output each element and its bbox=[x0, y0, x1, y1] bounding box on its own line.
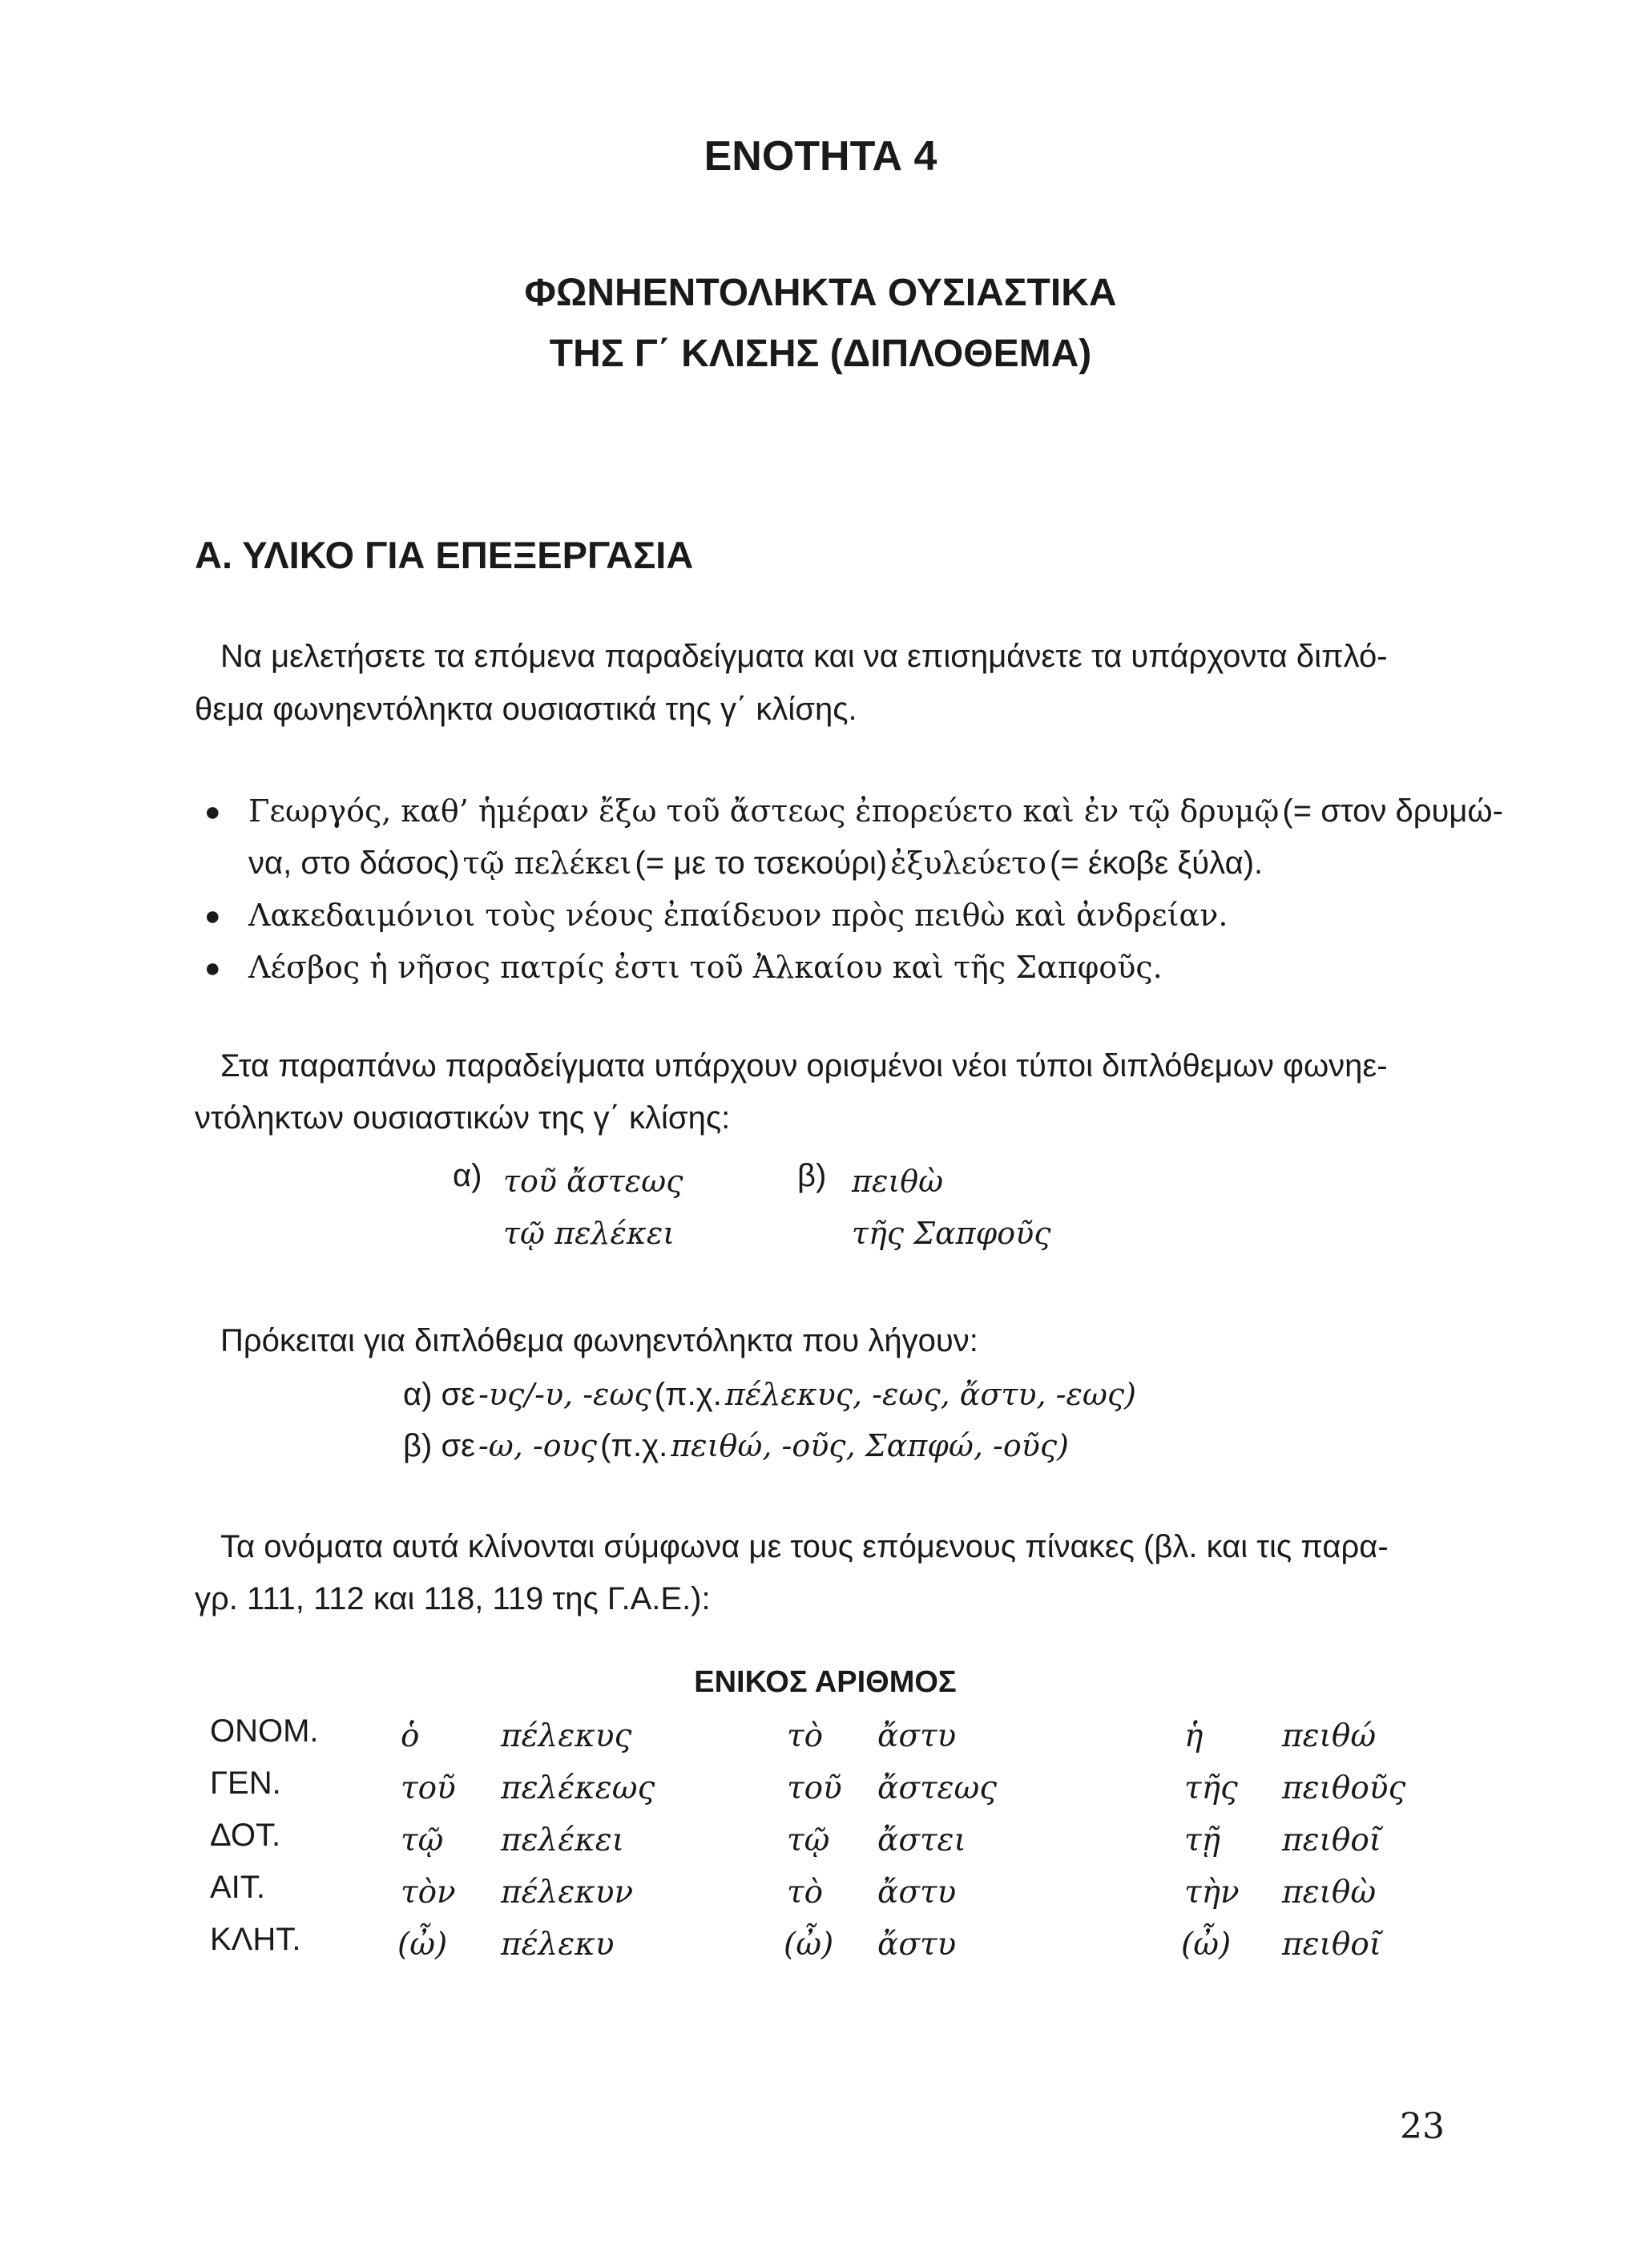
article-cell: τῇ bbox=[1184, 1822, 1220, 1858]
para3-line-1: Πρόκειται για διπλόθεμα φωνηεντόληκτα που λήγουν: bbox=[220, 1323, 978, 1358]
item-open: (π.χ. bbox=[654, 1377, 722, 1412]
case-label: ΓΕΝ. bbox=[210, 1766, 281, 1801]
article-cell: τὸ bbox=[787, 1718, 824, 1754]
item-prefix: α) σε bbox=[403, 1377, 476, 1412]
article-cell: ὁ bbox=[401, 1718, 420, 1754]
greek-text: Γεωργός, καθ’ ἡμέραν ἔξω τοῦ ἄστεως ἐπορεύετο καὶ ἐν τῷ δρυμῷ bbox=[248, 793, 1280, 829]
noun-cell: ἄστυ bbox=[877, 1875, 957, 1911]
gloss-text: (= στον δρυμώ- bbox=[1282, 793, 1503, 829]
noun-cell: πειθοῦς bbox=[1282, 1770, 1406, 1806]
article-cell: τῷ bbox=[401, 1822, 444, 1858]
gloss-text: (= έκοβε ξύλα). bbox=[1050, 845, 1264, 881]
noun-cell: πέλεκυς bbox=[501, 1718, 632, 1754]
bullet-3: Λέσβος ἡ νῆσος πατρίς ἐστι τοῦ Ἀλκαίου καὶ τῆς Σαπφοῦς. bbox=[248, 950, 1163, 985]
para4-line-1: Τα ονόματα αυτά κλίνονται σύμφωνα με τους επόμενους πίνακες (βλ. και τις παρα- bbox=[220, 1529, 1389, 1564]
noun-cell: πέλεκυ bbox=[501, 1927, 615, 1963]
article-cell: τὴν bbox=[1184, 1875, 1240, 1911]
article-cell: τῆς bbox=[1184, 1770, 1238, 1806]
noun-cell: πειθοῖ bbox=[1282, 1927, 1382, 1963]
article-cell: τῷ bbox=[787, 1822, 830, 1858]
noun-cell: πειθώ bbox=[1282, 1718, 1377, 1754]
para4-line-2: γρ. 111, 112 και 118, 119 της Γ.Α.Ε.): bbox=[195, 1581, 711, 1616]
page-number: 23 bbox=[1400, 2106, 1445, 2147]
greek-text: τῷ πελέκει bbox=[462, 845, 632, 881]
chapter-title-line1: ΦΩΝΗΕΝΤΟΛΗΚΤΑ ΟΥΣΙΑΣΤΙΚΑ bbox=[524, 272, 1117, 314]
para3-item-a bbox=[403, 1377, 1136, 1413]
bullet-2: Λακεδαιμόνιοι τοὺς νέους ἐπαίδευον πρὸς πειθὼ καὶ ἀνδρείαν. bbox=[248, 898, 1228, 933]
noun-cell: πελέκεως bbox=[501, 1770, 655, 1806]
article-cell: τοῦ bbox=[401, 1770, 456, 1806]
gloss-text: να, στο δάσος) bbox=[248, 845, 460, 881]
example-a-2: τῷ πελέκει bbox=[503, 1216, 675, 1251]
article-cell: τὸν bbox=[401, 1875, 456, 1911]
article-cell: τοῦ bbox=[787, 1770, 842, 1806]
para2-line-2: ντόληκτων ουσιαστικών της γ΄ κλίσης: bbox=[195, 1100, 731, 1136]
bullet-1-line-1 bbox=[248, 793, 1503, 829]
noun-cell: πειθὼ bbox=[1282, 1875, 1377, 1911]
item-open: (π.χ. bbox=[600, 1428, 668, 1463]
item-examples: πειθώ, -οῦς, Σαπφώ, -οῦς) bbox=[671, 1428, 1069, 1463]
gloss-text: (= με το τσεκούρι) bbox=[635, 845, 888, 881]
intro-line-2: θεμα φωνηεντόληκτα ουσιαστικά της γ΄ κλίσης. bbox=[195, 692, 857, 727]
case-label: ΚΛΗΤ. bbox=[210, 1922, 301, 1957]
table-heading: ΕΝΙΚΟΣ ΑΡΙΘΜΟΣ bbox=[694, 1665, 957, 1699]
article-cell: ἡ bbox=[1184, 1718, 1204, 1754]
article-cell: (ὦ) bbox=[784, 1927, 834, 1963]
example-a-1: τοῦ ἄστεως bbox=[503, 1164, 683, 1199]
greek-text: ἐξυλεύετο bbox=[890, 845, 1047, 881]
noun-cell: πελέκει bbox=[501, 1822, 625, 1858]
item-endings: -υς/-υ, -εως bbox=[478, 1377, 651, 1412]
example-b-1: πειθὼ bbox=[852, 1164, 944, 1199]
noun-cell: ἄστυ bbox=[877, 1927, 957, 1963]
intro-line-1: Να μελετήσετε τα επόμενα παραδείγματα και να επισημάνετε τα υπάρχοντα διπλό- bbox=[220, 639, 1388, 674]
case-label: ΟΝΟΜ. bbox=[210, 1713, 319, 1749]
item-prefix: β) σε bbox=[403, 1428, 475, 1463]
bullet-dot: ● bbox=[204, 901, 221, 931]
case-label: ΔΟΤ. bbox=[210, 1818, 281, 1853]
article-cell: (ὦ) bbox=[1181, 1927, 1232, 1963]
article-cell: τὸ bbox=[787, 1875, 824, 1911]
item-examples: πέλεκυς, -εως, ἄστυ, -εως) bbox=[724, 1377, 1137, 1412]
section-heading: Α. ΥΛΙΚΟ ΓΙΑ ΕΠΕΞΕΡΓΑΣΙΑ bbox=[195, 534, 694, 576]
bullet-dot: ● bbox=[204, 953, 221, 983]
noun-cell: πέλεκυν bbox=[501, 1875, 634, 1911]
bullet-dot: ● bbox=[204, 797, 221, 827]
bullet-1-line-2 bbox=[248, 845, 1263, 882]
noun-cell: ἄστει bbox=[877, 1822, 966, 1858]
case-label: ΑΙΤ. bbox=[210, 1870, 265, 1905]
example-label-a: α) bbox=[453, 1158, 482, 1193]
chapter-title-line2: ΤΗΣ Γ΄ ΚΛΙΣΗΣ (ΔΙΠΛΟΘΕΜΑ) bbox=[549, 333, 1092, 375]
example-label-b: β) bbox=[797, 1158, 827, 1193]
noun-cell: ἄστεως bbox=[877, 1770, 998, 1806]
item-endings: -ω, -ους bbox=[478, 1428, 598, 1463]
noun-cell: ἄστυ bbox=[877, 1718, 957, 1754]
para2-line-1: Στα παραπάνω παραδείγματα υπάρχουν ορισμένοι νέοι τύποι διπλόθεμων φωνηε- bbox=[220, 1048, 1388, 1084]
noun-cell: πειθοῖ bbox=[1282, 1822, 1382, 1858]
example-b-2: τῆς Σαπφοῦς bbox=[852, 1216, 1051, 1251]
article-cell: (ὦ) bbox=[397, 1927, 448, 1963]
para3-item-b bbox=[403, 1428, 1069, 1464]
unit-title: ΕΝΟΤΗΤΑ 4 bbox=[704, 133, 937, 180]
